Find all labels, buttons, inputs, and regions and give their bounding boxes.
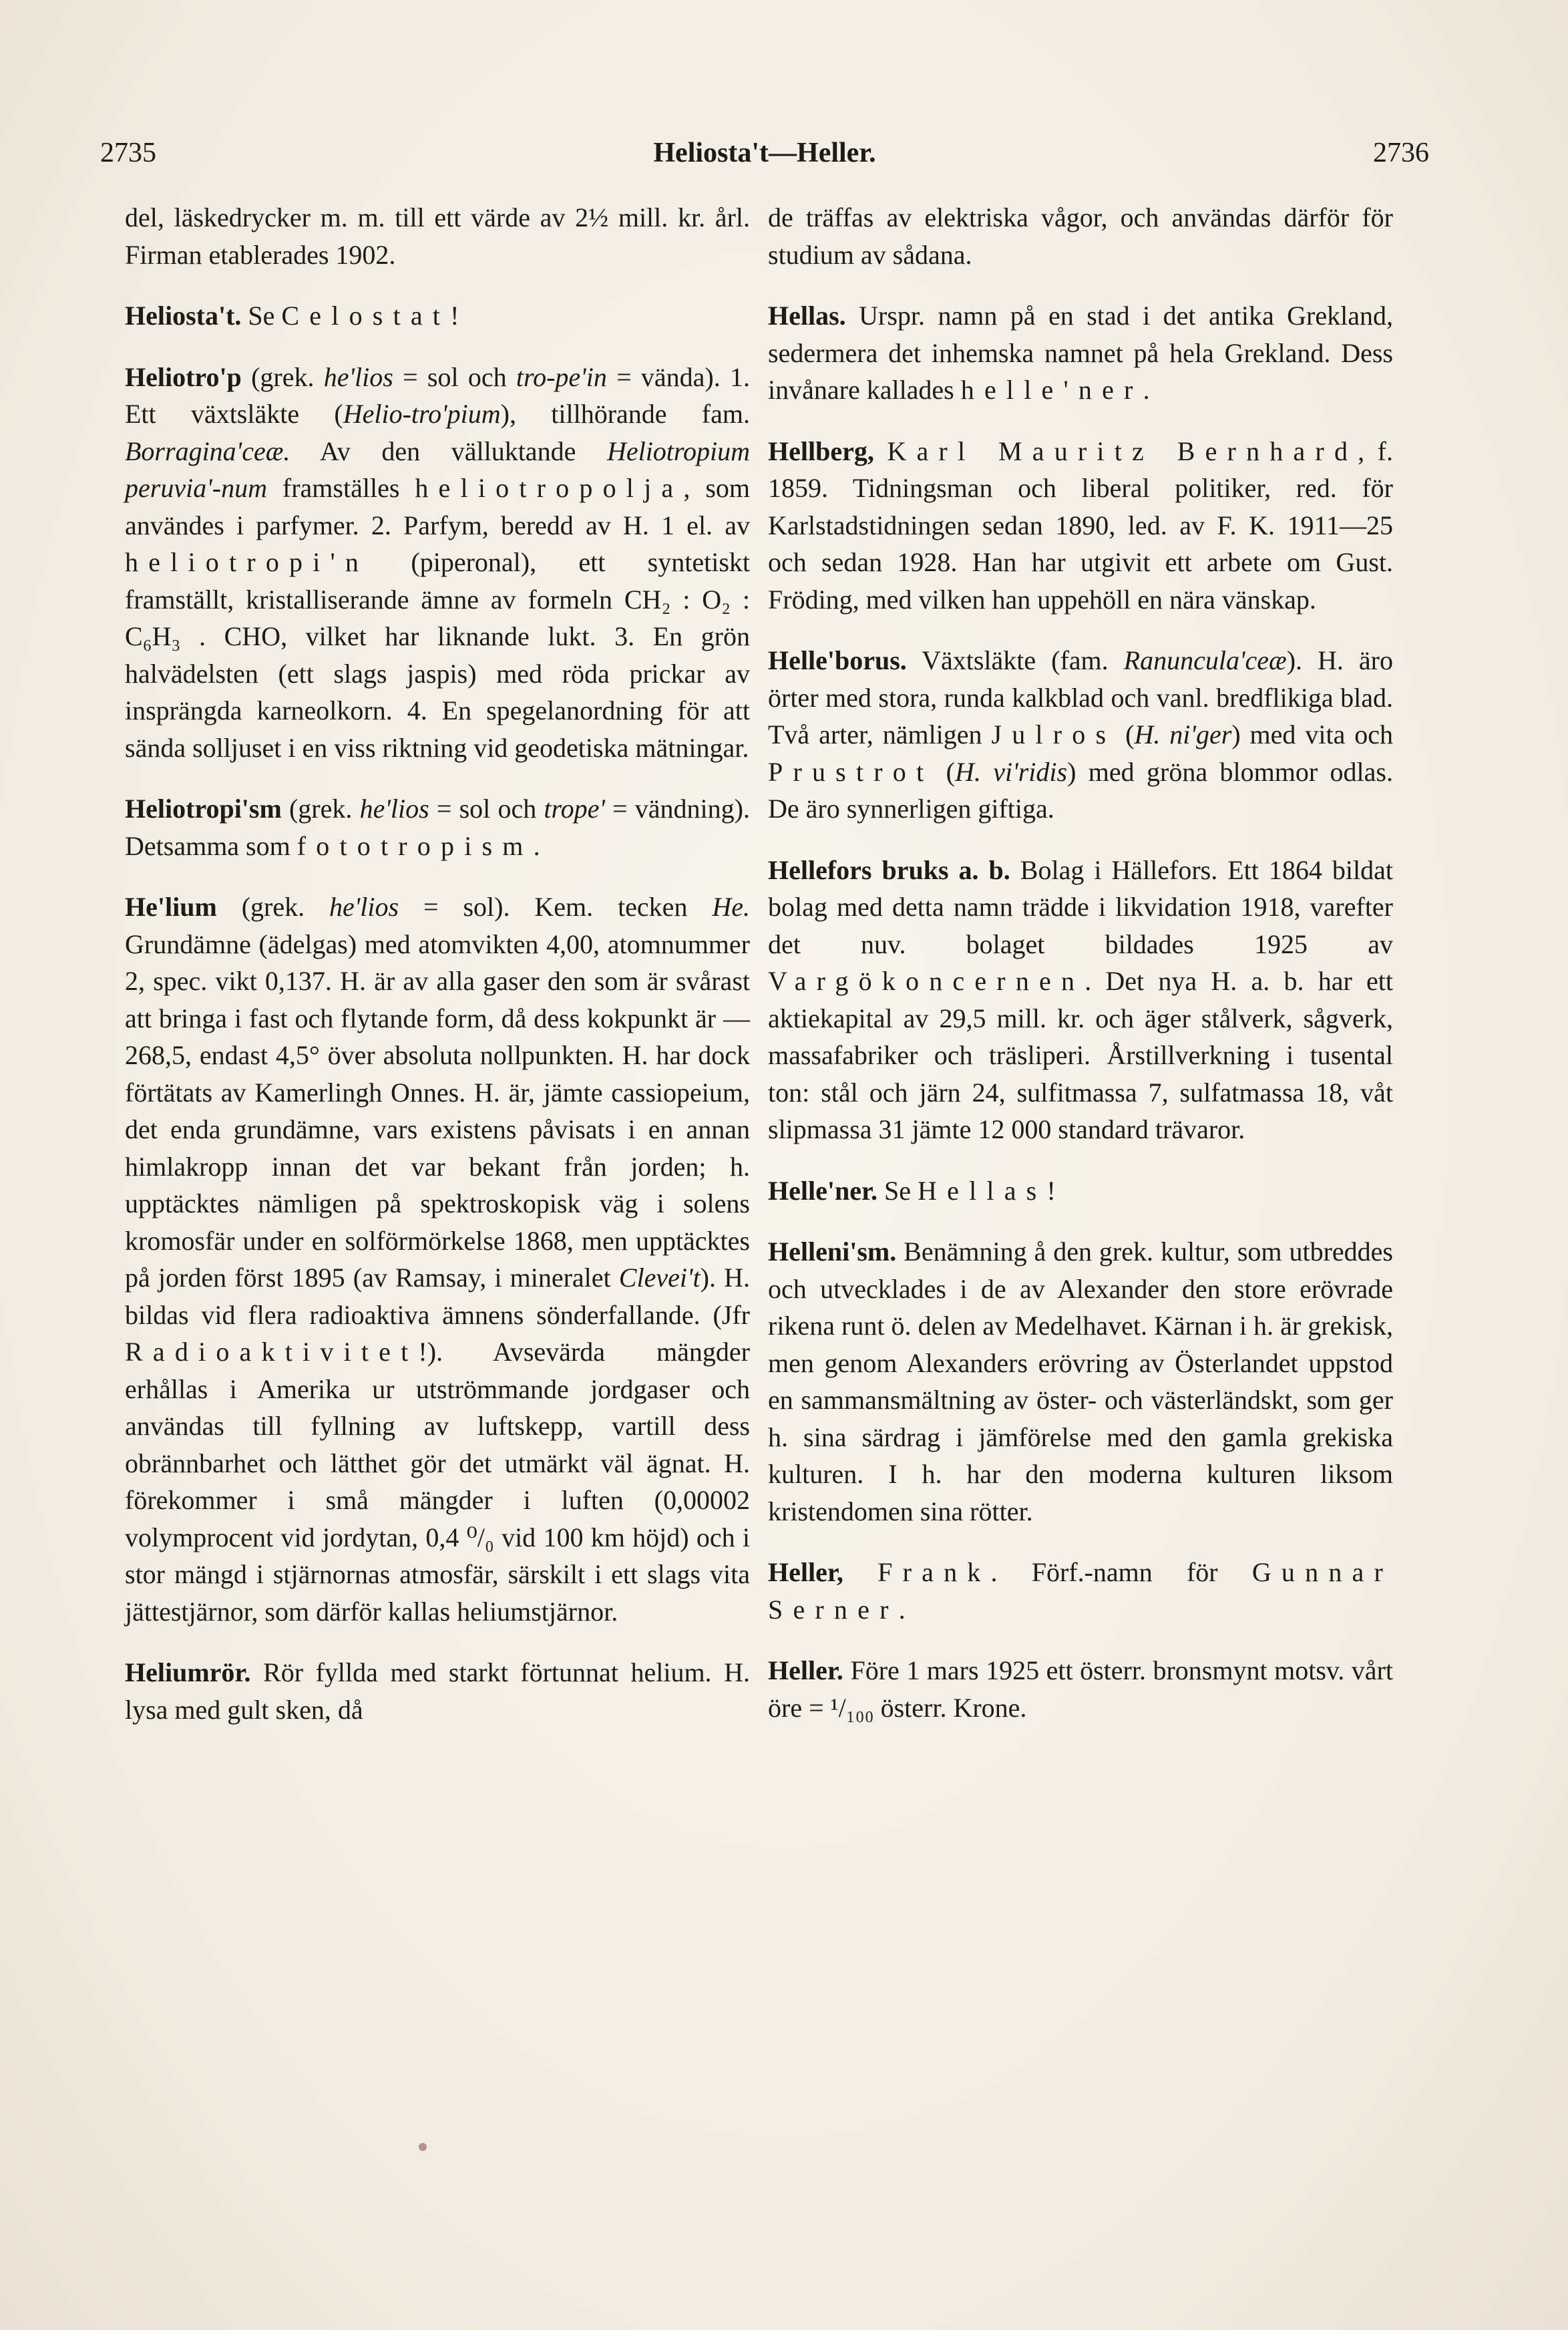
entry-continuation xyxy=(125,199,750,273)
entry-text: = sol och xyxy=(393,361,516,392)
entry-text: , som användes i parfymer. 2. Parfym, beredd av H. 1 el. av xyxy=(125,473,750,540)
italic-term: Ranuncula'ceæ xyxy=(1123,645,1287,675)
entry-text: (grek. xyxy=(281,794,360,824)
entry-headword: Hellberg, xyxy=(768,436,874,466)
entry-headword: He'lium xyxy=(125,892,217,922)
entry-text: ( xyxy=(1116,719,1135,750)
entry-text: Urspr. namn på en stad i det antika Grekland, sedermera det inhemska namnet på hela Grekland. Dess invånare kallades xyxy=(768,301,1393,405)
italic-term: H. vi'ridis xyxy=(955,756,1068,787)
entry-text xyxy=(843,1557,877,1587)
entry-text: Före 1 mars 1925 ett österr. bronsmynt motsv. vårt öre = ¹/₁₀₀ österr. Krone. xyxy=(768,1655,1393,1723)
running-head: Heliosta't—Heller. xyxy=(653,138,876,168)
entry-text: . xyxy=(898,1594,906,1625)
page-number-right: 2736 xyxy=(1373,138,1429,168)
entry-heliotrop xyxy=(125,359,750,767)
entry-hellas xyxy=(768,297,1393,409)
spaced-term: Gunnar Serner xyxy=(768,1557,1394,1625)
cross-reference: Radioaktivitet xyxy=(125,1337,419,1367)
entry-text: Bolag i Hällefors. Ett 1864 bildat bolag med detta namn trädde i likvidation 1918, varefter det nuv. bolaget bildades 1925 av xyxy=(768,854,1393,959)
entry-text: Se xyxy=(241,301,282,331)
entry-text: . xyxy=(533,830,540,861)
cross-reference: Celostat! xyxy=(281,301,469,331)
entry-helium xyxy=(125,888,750,1630)
entry-headword: Hellas. xyxy=(768,301,846,331)
page-header xyxy=(100,137,1429,177)
entry-heller-coin xyxy=(768,1652,1393,1726)
entry-text: ). H. äro örter med stora, runda kalkblad och vanl. bredflikiga blad. Två arter, nämligen xyxy=(768,645,1394,750)
italic-term: he'lios xyxy=(323,361,393,392)
entry-text: ) med vita och xyxy=(1231,719,1394,750)
italic-term: H. ni'ger xyxy=(1134,719,1232,750)
ink-speck xyxy=(419,2143,427,2151)
entry-headword: Helleni'sm. xyxy=(768,1236,897,1267)
entry-helleaner xyxy=(768,1172,1393,1210)
entry-text: . Det nya H. a. b. har ett aktiekapital av 29,5 mill. kr. och äger stålverk, sågverk, massafabriker och träsliperi. Årstillverkning i tusental ton: stål och järn 24, sulfitmassa 7, sulfatmassa 18, våt slipmassa 31 jämte 12 000 standard trävaror. xyxy=(768,966,1393,1144)
entry-text: (piperonal), ett syntetiskt framställt, kristalliserande ämne av formeln CH₂ : O₂ : C₆H₃ . CHO, vilket har liknande lukt. 3. En grön halvädelsten (ett slags jaspis) med röda prickar av insprängda karneolkorn. 4. En spegelanordning för att sända solljuset i en viss riktning vid geodetiska mätningar. xyxy=(125,547,750,763)
entry-text: ! xyxy=(1046,1175,1056,1206)
cross-reference: Hellas xyxy=(918,1175,1047,1206)
entry-helleborus xyxy=(768,642,1393,828)
entry-text: ( xyxy=(934,756,955,787)
spaced-term: helle'ner xyxy=(960,375,1143,405)
entry-text: . Förf.-namn för xyxy=(990,1557,1252,1587)
entry-text: del, läskedrycker m. m. till ett värde av 2½ mill. kr. årl. Firman etablerades 1902. xyxy=(125,202,750,270)
entry-hellenism xyxy=(768,1233,1393,1530)
entry-text: ), tillhörande fam. xyxy=(500,399,750,429)
spaced-term: Frank xyxy=(877,1557,991,1587)
spaced-term: Julros xyxy=(991,719,1117,750)
entry-headword: Heliumrör. xyxy=(125,1657,251,1687)
entry-headword: Heliotro'p xyxy=(125,361,242,392)
entry-text: Grundämne (ädelgas) med atomvikten 4,00, atomnummer 2, spec. vikt 0,137. H. är av alla gaser den som är svårast att bringa i fast och flytande form, då dess kokpunkt är —268,5, endast 4,5° över absoluta nollpunkten. H. har dock förtätats av Kamerlingh Onnes. H. är, jämte cassiopeium, det enda grundämne, vars existens påvisats i en annan himlakropp innan det var bekant från jorden; h. upptäcktes nämligen på spektroskopisk väg i solens kromosfär under en solförmörkelse 1868, men upptäcktes på jorden först 1895 (av Ramsay, i mineralet xyxy=(125,929,750,1293)
entry-headword: Heliotropi'sm xyxy=(125,794,282,824)
entry-text: , f. 1859. Tidningsman och liberal politiker, red. för Karlstadstidningen sedan 1890, led. av F. K. 1911—25 och sedan 1928. Han har utgivit ett arbete om Gust. Fröding, med vilken han uppehöll en nära vänskap. xyxy=(768,436,1393,615)
spaced-term: Prustrot xyxy=(768,756,934,787)
entry-hellefors xyxy=(768,852,1393,1148)
entry-text: Se xyxy=(877,1175,918,1206)
entry-text: ). H. bildas vid flera radioaktiva ämnens sönderfallande. (Jfr xyxy=(125,1263,750,1330)
entry-text: = vända). 1. Ett växtsläkte ( xyxy=(125,361,750,429)
entry-text: Växtsläkte (fam. xyxy=(906,645,1124,675)
page-number-left: 2735 xyxy=(100,138,156,168)
italic-term: Heliotropium peruvia'-num xyxy=(125,436,750,503)
entry-text: !). Avsevärda mängder erhållas i Amerika ur utströmmande jordgaser och användas till fyllning av luftskepp, vartill dess obrännbarhet och lätthet gör det utmärkt väl ägnat. H. förekommer i små mängder i luften (0,00002 volymprocent vid jordytan, 0,4 ⁰/₀ vid 100 km höjd) och i stor mängd i stjärnornas atmosfär, särskilt i ett slags vita jättestjärnor, som därför kallas heliumstjärnor. xyxy=(125,1337,750,1627)
entry-heliumror xyxy=(125,1654,750,1728)
italic-term: He. xyxy=(712,892,750,922)
entry-text: = sol). Kem. tecken xyxy=(399,892,713,922)
entry-text: (grek. xyxy=(241,361,324,392)
entry-text: (grek. xyxy=(216,892,329,922)
spaced-term: heliotropolja xyxy=(415,473,684,503)
italic-term: Clevei't xyxy=(618,1263,701,1293)
spaced-term: Karl Mauritz Bernhard xyxy=(887,436,1358,466)
entry-text xyxy=(874,436,888,466)
entry-headword: Heller. xyxy=(768,1655,843,1685)
entry-heller-frank xyxy=(768,1554,1393,1628)
entry-heliostat xyxy=(125,297,750,335)
entry-heliotropism xyxy=(125,790,750,864)
italic-term: he'lios xyxy=(359,794,429,824)
left-column xyxy=(125,199,750,1752)
entry-text: = sol och xyxy=(429,794,544,824)
entry-continuation xyxy=(768,199,1393,273)
entry-text: de träffas av elektriska vågor, och användas därför för studium av sådana. xyxy=(768,202,1393,270)
spaced-term: heliotropi'n xyxy=(125,547,369,577)
entry-headword: Heller, xyxy=(768,1557,843,1587)
entry-text: framställes xyxy=(266,473,415,503)
spaced-term: Vargökoncernen xyxy=(768,966,1085,996)
italic-term: Borragina'ceæ. xyxy=(125,436,290,466)
entry-text: = vändning). Detsamma som xyxy=(125,794,750,861)
entry-text: ) med gröna blommor odlas. De äro synnerligen giftiga. xyxy=(768,756,1393,824)
italic-term: tro-pe'in xyxy=(516,361,607,392)
italic-term: Helio-tro'pium xyxy=(343,399,501,429)
entry-text: . xyxy=(1143,375,1150,405)
cross-reference: fototropism xyxy=(297,830,534,861)
entry-headword: Hellefors bruks a. b. xyxy=(768,854,1010,885)
entry-text: Benämning å den grek. kultur, som utbreddes och utvecklades i de av Alexander den store erövrade rikena runt ö. delen av Medelhavet. Kärnan i h. är grekisk, men genom Alexanders erövring av Österlandet uppstod en sammansmältning av öster- och västerländskt, som ger h. sina särdrag i jämförelse med den gamla grekiska kulturen. I h. har den moderna kulturen liksom kristendomen sina rötter. xyxy=(768,1236,1393,1526)
entry-text: Rör fyllda med starkt förtunnat helium. H. lysa med gult sken, då xyxy=(125,1657,750,1725)
entry-headword: Heliosta't. xyxy=(125,301,242,331)
italic-term: trope' xyxy=(544,794,605,824)
entry-headword: Helle'ner. xyxy=(768,1175,878,1206)
right-column xyxy=(768,199,1393,1750)
entry-headword: Helle'borus. xyxy=(768,645,907,675)
entry-text: Av den välluktande xyxy=(290,436,607,466)
entry-hellberg xyxy=(768,433,1393,619)
italic-term: he'lios xyxy=(329,892,399,922)
